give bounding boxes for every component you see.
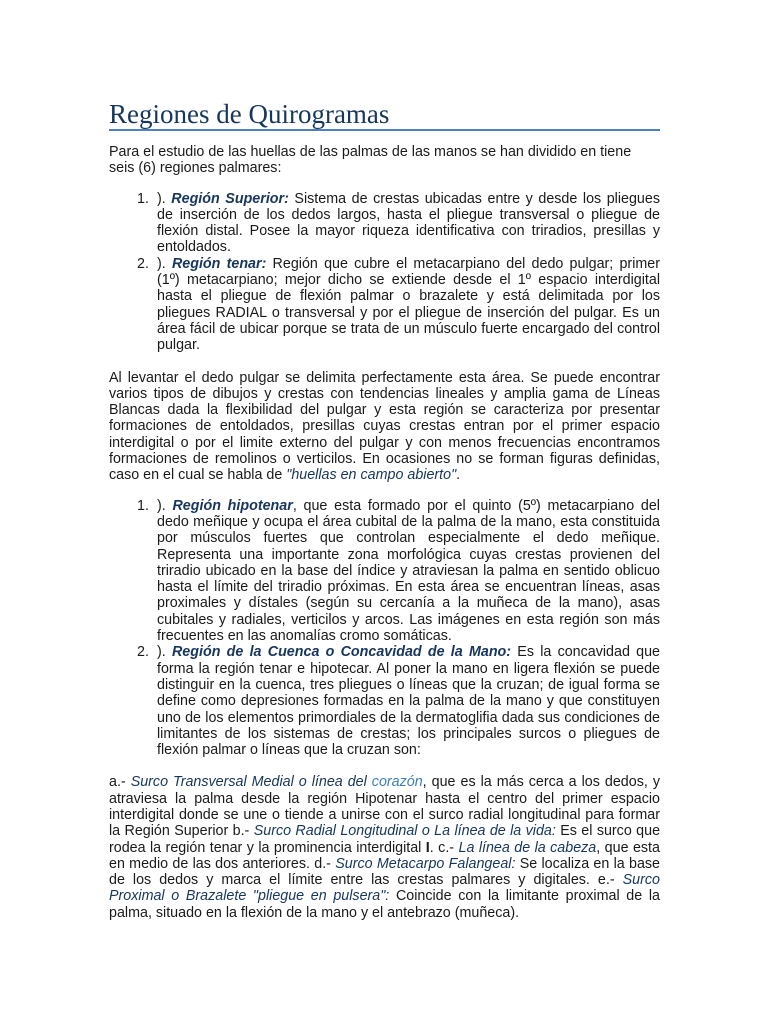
region-description: Región que cubre el metacarpiano del dedo pulgar; primer (1º) metacarpiano; mejor dicho se extiende desde el 1º espacio interdigital hasta el pliegue de flexión palmar o brazalete y está delimitada por los pliegues RADIAL o transversal y por el pliegue de inserción del pulgar. Es un área fácil de ubicar porque se trata de un músculo fuerte encargado del control pulgar. (157, 255, 660, 354)
list-number: 1. (137, 497, 149, 514)
label-c: . c.- (429, 839, 459, 856)
term-d: Surco Metacarpo Falangeal: (335, 855, 516, 872)
list-prefix: ). (157, 644, 172, 661)
list-prefix: ). (157, 255, 172, 272)
label-a: a.- (109, 774, 131, 791)
text-b: Es el surco que rodea la región tenar y la prominencia interdigital (109, 823, 661, 856)
text-e: Coincide con la limitante proximal de la palma, situado en la flexión de la mano y el antebrazo (muñeca). (109, 888, 660, 921)
list-number: 2. (137, 255, 149, 272)
paragraph-text: Al levantar el dedo pulgar se delimita perfectamente esta área. Se puede encontrar varios tipos de dibujos y crestas con tendencias lineales y amplia gama de Líneas Blancas dada la flexibilidad del pulgar y esta región se caracteriza por presentar formaciones de entoldados, presillas cuyas crestas entran por el primer espacio interdigital o por el limite externo del pulgar y con menos frecuencias encontramos formaciones de remolinos o verticilos. En ocasiones no se forman figuras definidas, caso en el cual se habla de (109, 369, 660, 484)
list-item (109, 191, 660, 256)
list-item (109, 498, 660, 645)
term-a: Surco Transversal Medial o línea del (130, 774, 372, 791)
term-c: La línea de la cabeza (458, 839, 597, 856)
quoted-term: "huellas en campo abierto" (286, 467, 457, 484)
list-prefix: ). (157, 497, 173, 514)
page-title: Regiones de Quirogramas (109, 99, 390, 129)
list-number: 1. (137, 190, 149, 207)
link-corazon[interactable]: corazón (371, 774, 423, 791)
list-number: 2. (137, 644, 149, 661)
term-e: Surco Proximal o Brazalete "pliegue en pulsera": (109, 872, 660, 905)
title-underline (109, 129, 660, 131)
text-a: , que es la más cerca a los dedos, y atraviesa la palma desde la región Hipotenar hasta el centro del primer espacio interdigital donde se une o tiende a unirse con el surco radial longitudinal para formar la Región Superior b.- (109, 774, 660, 840)
region-description: , que esta formado por el quinto (5º) metacarpiano del dedo meñique y ocupa el área cubital de la palma de la mano, esta constituida por músculos fuertes que controlan especialmente el dedo meñique. Representa una importante zona morfológica cuyas crestas provienen del triradio ubicado en la base del índice y atraviesan la palma en sentido oblicuo hasta el límite del triradio próximas. En esta área se encuentran líneas, asas proximales y dístales (según su cercanía a la muñeca de la mano), asas cubitales y radiales, verticilos y arcos. Las imágenes en esta región son más frecuentes en las anomalías cromo somáticas. (157, 497, 660, 645)
region-term: Región de la Cuenca o Concavidad de la Mano: (171, 644, 512, 661)
region-description: Sistema de crestas ubicadas entre y desde los pliegues de inserción de los dedos largos, hasta el pliegue transversal o pliegue de flexión distal. Posee la mayor riqueza identificativa con triradios, presillas y entoldados. (157, 190, 660, 256)
list-item (109, 644, 660, 758)
region-description: Es la concavidad que forma la región tenar e hipotecar. Al poner la mano en ligera flexión se puede distinguir en la cuenca, tres pliegues o líneas que la cruzan; de igual forma se define como depresiones formadas en la palma de la mano y que constituyen uno de los elementos primordiales de la dermatoglifia dada sus condiciones de limitantes de los sistemas de crestas; los principales surcos o pliegues de flexión palmar o líneas que la cruzan son: (157, 644, 660, 759)
list-prefix: ). (157, 190, 172, 207)
bold-numeral: I (425, 839, 430, 856)
region-list-2 (109, 498, 660, 759)
region-list-1 (109, 191, 660, 354)
intro-paragraph: Para el estudio de las huellas de las palmas de las manos se han dividido en tiene seis (6) regiones palmares: (109, 144, 632, 177)
surcos-paragraph (109, 774, 660, 921)
region-term: Región Superior: (171, 190, 289, 207)
text-c: , que esta en medio de las dos anteriores. d.- (109, 839, 660, 872)
region-term: Región hipotenar (172, 497, 293, 514)
region-term: Región tenar: (171, 255, 267, 272)
paragraph-end: . (456, 467, 461, 484)
list-item (109, 256, 660, 354)
term-b: Surco Radial Longitudinal o La línea de la vida: (253, 823, 556, 840)
text-d: Se localiza en la base de los dedos y marca el límite entre las crestas palmares y digitales. e.- (109, 855, 661, 889)
body-paragraph (109, 370, 660, 484)
